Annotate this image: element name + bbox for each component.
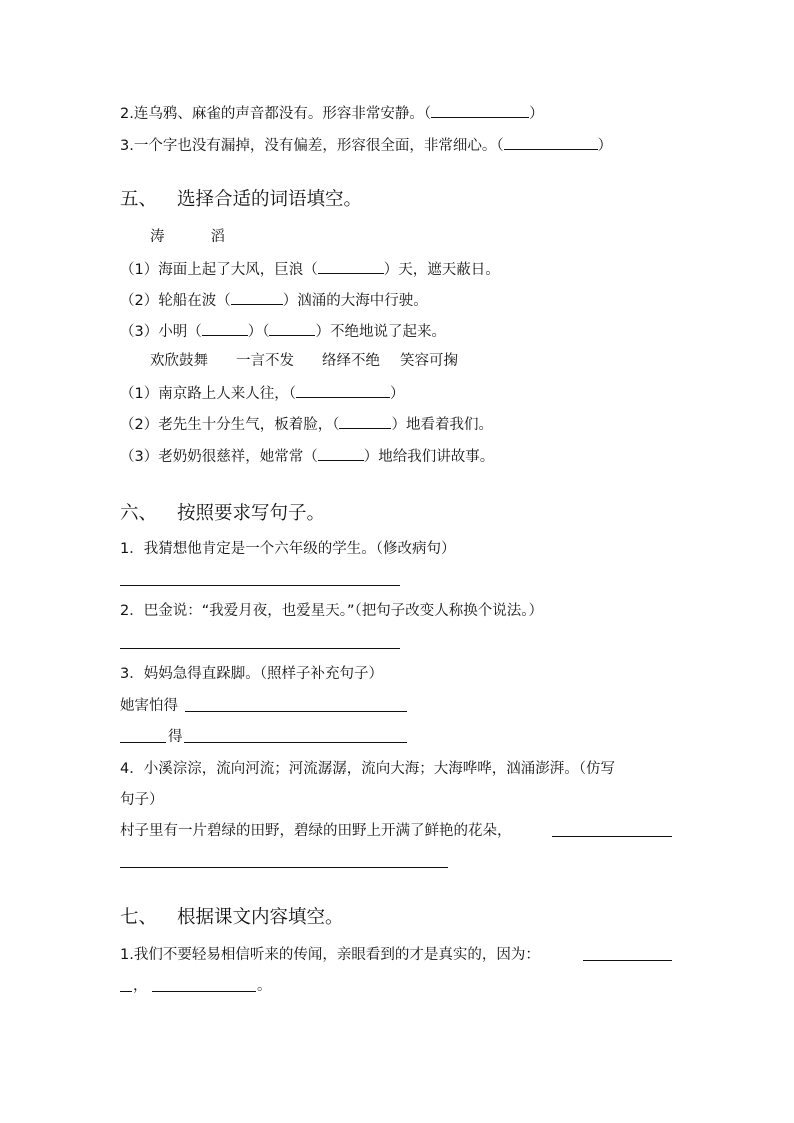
sec7-q1-end: 。 (257, 978, 272, 994)
sec5-s2: （2）轮船在波（ ）汹涌的大海中行驶。 (120, 289, 428, 311)
sec5-t1: （1）南京路上人来人往，（ ） (120, 382, 404, 404)
answer-blank[interactable] (318, 258, 384, 274)
answer-blank[interactable] (296, 382, 390, 398)
answer-line[interactable] (583, 960, 672, 961)
sec7-q1-comma: ， (133, 978, 148, 994)
sec6-q3-example-1: 她害怕得 (120, 698, 178, 714)
sec6-q4-line-2: 句子） (120, 792, 164, 808)
sec5-t2: （2）老先生十分生气，板着脸，（ ）地看着我们。 (120, 413, 493, 435)
answer-line[interactable] (120, 742, 166, 743)
section-7-heading: 七、 根据课文内容填空。 (120, 907, 344, 928)
sec5-t3: （3）老奶奶很慈祥，她常常（ ）地给我们讲故事。 (120, 445, 494, 467)
word-options-1: 涛 滔 (150, 229, 225, 245)
sec6-q1: 1．我猜想他肯定是一个六年级的学生。（修改病句） (120, 541, 456, 557)
answer-line[interactable] (120, 585, 400, 586)
sec6-q2: 2．巴金说：“我爱月夜，也爱星天。”（把句子改变人称换个说法。） (120, 603, 543, 619)
answer-line[interactable] (120, 867, 448, 868)
sec5-s1: （1）海面上起了大风，巨浪（ ）天，遮天蔽日。 (120, 258, 500, 280)
sec5-s3: （3）小明（ ）（ ）不绝地说了起来。 (120, 320, 446, 342)
sec4-q2: 2.连乌鸦、麻雀的声音都没有。形容非常安静。（ ） (120, 102, 544, 124)
sec7-q1: 1.我们不要轻易相信听来的传闻，亲眼看到的才是真实的，因为： (120, 947, 540, 963)
answer-blank[interactable] (504, 134, 598, 150)
answer-blank[interactable] (269, 320, 315, 336)
sec6-q4-prompt: 村子里有一片碧绿的田野，碧绿的田野上开满了鲜艳的花朵， (120, 823, 512, 839)
sec6-q3-example-2: 得 (168, 729, 183, 745)
answer-blank[interactable] (202, 320, 248, 336)
sec6-q4-line-1: 4．小溪淙淙，流向河流；河流潺潺，流向大海；大海哗哗，汹涌澎湃。（仿写 (120, 761, 615, 777)
sec6-q3: 3．妈妈急得直跺脚。（照样子补充句子） (120, 666, 383, 682)
answer-blank[interactable] (339, 413, 391, 429)
answer-blank[interactable] (318, 445, 364, 461)
sec4-q3: 3.一个字也没有漏掉，没有偏差，形容很全面，非常细心。（ ） (120, 134, 612, 156)
answer-line[interactable] (152, 991, 256, 992)
answer-blank[interactable] (231, 289, 283, 305)
answer-line[interactable] (120, 648, 400, 649)
answer-blank[interactable] (431, 102, 529, 118)
answer-line[interactable] (120, 991, 132, 992)
section-5-heading: 五、 选择合适的词语填空。 (120, 189, 363, 210)
answer-line[interactable] (552, 836, 672, 837)
word-options-2: 欢欣鼓舞 一言不发 络绎不绝 笑容可掬 (150, 353, 458, 369)
answer-line[interactable] (184, 742, 407, 743)
answer-line[interactable] (185, 711, 407, 712)
section-6-heading: 六、 按照要求写句子。 (120, 503, 326, 524)
